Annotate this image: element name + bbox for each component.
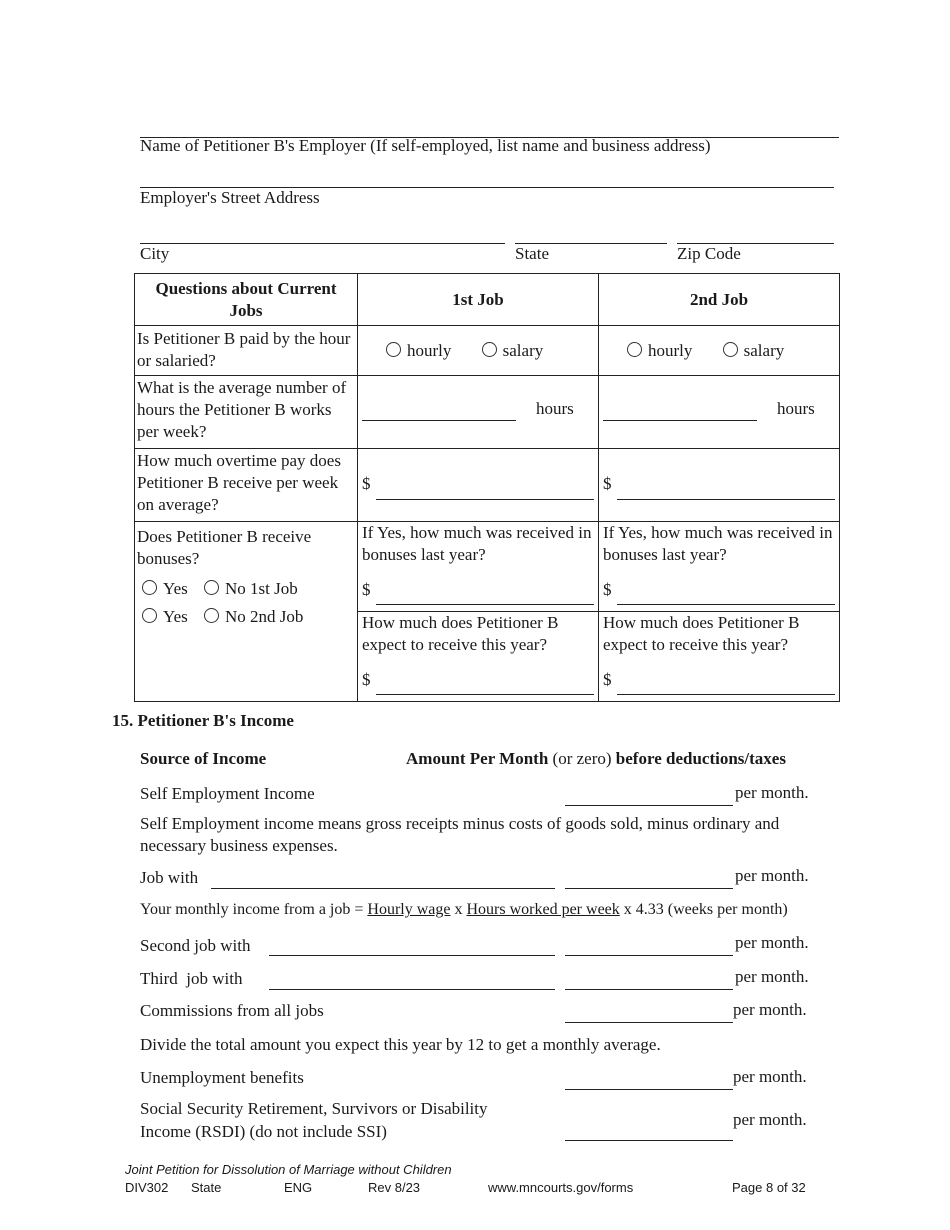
bonus-last-year-text: If Yes, how much was received in bonuses last year? [362, 523, 592, 564]
radio-icon [627, 342, 642, 357]
second-job-employer-field[interactable] [269, 955, 555, 956]
radio-icon [723, 342, 738, 357]
paid-2nd-job [599, 326, 840, 376]
bonus-this-year-text: How much does Petitioner B expect to receive this year? [362, 613, 559, 654]
second-job-label: Second job with [140, 936, 251, 955]
bonus-no-2nd-radio[interactable] [204, 607, 303, 626]
income-formula: Your monthly income from a job = Hourly wage x Hours worked per week x 4.33 (weeks per month) [140, 901, 788, 918]
bonus-this-year-2nd [599, 612, 840, 702]
bonus-last-year-2nd [599, 522, 840, 612]
radio-icon [386, 342, 401, 357]
footer-rev: Rev 8/23 [368, 1180, 421, 1195]
footer-form-id: DIV302 [125, 1180, 169, 1195]
footer-title: Joint Petition for Dissolution of Marriage without Children [125, 1162, 452, 1177]
radio-icon [204, 580, 219, 595]
city-label: City [140, 244, 170, 263]
hours-2nd-job [599, 376, 840, 449]
header-questions: Questions about Current Jobs [135, 274, 358, 326]
rsdi-label-line2: Income (RSDI) (do not include SSI) [140, 1122, 387, 1141]
radio-icon [142, 580, 157, 595]
hourly-label: hourly [407, 340, 452, 360]
employer-street-label: Employer's Street Address [140, 188, 320, 207]
hours-unit: hours [777, 399, 815, 418]
bonus-this-year-text: How much does Petitioner B expect to receive this year? [603, 613, 800, 654]
bonus-last-year-text: If Yes, how much was received in bonuses last year? [603, 523, 833, 564]
per-month-label: per month. [735, 967, 809, 986]
hourly-radio-1st[interactable] [386, 341, 451, 360]
section-title: 15. Petitioner B's Income [112, 711, 294, 730]
employer-name-label: Name of Petitioner B's Employer (If self-employed, list name and business address) [140, 136, 711, 155]
self-employment-amount[interactable] [565, 805, 733, 806]
paid-1st-job [358, 326, 599, 376]
hours-question: What is the average number of hours the Petitioner B works per week? [135, 376, 358, 449]
bonus-this-year-1st-field[interactable] [376, 694, 594, 695]
per-month-label: per month. [733, 1067, 807, 1086]
hours-1st-field[interactable] [362, 420, 516, 421]
state-label: State [515, 244, 549, 263]
rsdi-amount[interactable] [565, 1140, 733, 1141]
hours-unit: hours [536, 399, 574, 418]
salary-label: salary [502, 340, 544, 360]
bonus-last-year-2nd-field[interactable] [617, 604, 835, 605]
header-2nd-job: 2nd Job [599, 274, 840, 326]
overtime-question: How much overtime pay does Petitioner B receive per week on average? [135, 449, 358, 522]
self-employment-note: Self Employment income means gross receipts minus costs of goods sold, minus ordinary and necessary business expenses. [140, 814, 780, 855]
job-with-label: Job with [140, 868, 199, 887]
salary-radio-2nd[interactable] [723, 341, 785, 360]
per-month-label: per month. [735, 866, 809, 885]
hours-2nd-field[interactable] [603, 420, 757, 421]
footer-url: www.mncourts.gov/forms [488, 1180, 634, 1195]
per-month-label: per month. [735, 933, 809, 952]
second-job-amount[interactable] [565, 955, 733, 956]
commissions-amount[interactable] [565, 1022, 733, 1023]
third-job-employer-field[interactable] [269, 989, 555, 990]
amount-header: Amount Per Month (or zero) before deductions/taxes [406, 749, 786, 768]
no-1st-label: No 1st Job [225, 579, 298, 598]
header-1st-job: 1st Job [358, 274, 599, 326]
city-field[interactable] [140, 243, 505, 244]
bonus-no-1st-radio[interactable] [204, 579, 298, 598]
currency-sign: $ [362, 580, 371, 599]
currency-sign: $ [603, 580, 612, 599]
overtime-2nd-field[interactable] [617, 499, 835, 500]
unemployment-label: Unemployment benefits [140, 1068, 304, 1087]
radio-icon [142, 608, 157, 623]
footer-lang: ENG [284, 1180, 313, 1195]
radio-icon [204, 608, 219, 623]
unemployment-amount[interactable] [565, 1089, 733, 1090]
self-employment-label: Self Employment Income [140, 784, 315, 803]
radio-icon [482, 342, 497, 357]
yes-label: Yes [163, 607, 188, 626]
current-jobs-table [134, 273, 840, 702]
bonus-yes-1st-radio[interactable] [142, 579, 188, 598]
overtime-1st-field[interactable] [376, 499, 594, 500]
yes-label: Yes [163, 579, 188, 598]
zip-label: Zip Code [677, 244, 741, 263]
per-month-label: per month. [733, 1110, 807, 1129]
salary-label: salary [743, 340, 785, 360]
commissions-label: Commissions from all jobs [140, 1001, 324, 1020]
source-header: Source of Income [140, 749, 267, 768]
currency-sign: $ [362, 474, 371, 493]
job-amount[interactable] [565, 888, 733, 889]
bonus-yes-2nd-radio[interactable] [142, 607, 188, 626]
third-job-label: Third job with [140, 969, 243, 988]
per-month-label: per month. [733, 1000, 807, 1019]
overtime-1st-job [358, 449, 599, 522]
job-employer-field[interactable] [211, 888, 555, 889]
hourly-label: hourly [648, 340, 693, 360]
bonuses-question-text: Does Petitioner B receive bonuses? [137, 527, 312, 568]
currency-sign: $ [362, 670, 371, 689]
overtime-2nd-job [599, 449, 840, 522]
paid-question: Is Petitioner B paid by the hour or salaried? [135, 326, 358, 376]
currency-sign: $ [603, 670, 612, 689]
per-month-label: per month. [735, 783, 809, 802]
bonus-this-year-1st [358, 612, 599, 702]
bonus-this-year-2nd-field[interactable] [617, 694, 835, 695]
footer-state: State [191, 1180, 222, 1195]
hourly-radio-2nd[interactable] [627, 341, 692, 360]
footer-page: Page 8 of 32 [732, 1180, 806, 1195]
salary-radio-1st[interactable] [482, 341, 544, 360]
hours-1st-job [358, 376, 599, 449]
currency-sign: $ [603, 474, 612, 493]
third-job-amount[interactable] [565, 989, 733, 990]
commissions-note: Divide the total amount you expect this year by 12 to get a monthly average. [140, 1035, 661, 1054]
rsdi-label-line1: Social Security Retirement, Survivors or Disability [140, 1099, 488, 1118]
bonus-last-year-1st [358, 522, 599, 612]
no-2nd-label: No 2nd Job [225, 607, 304, 626]
bonuses-question [135, 522, 358, 702]
bonus-last-year-1st-field[interactable] [376, 604, 594, 605]
